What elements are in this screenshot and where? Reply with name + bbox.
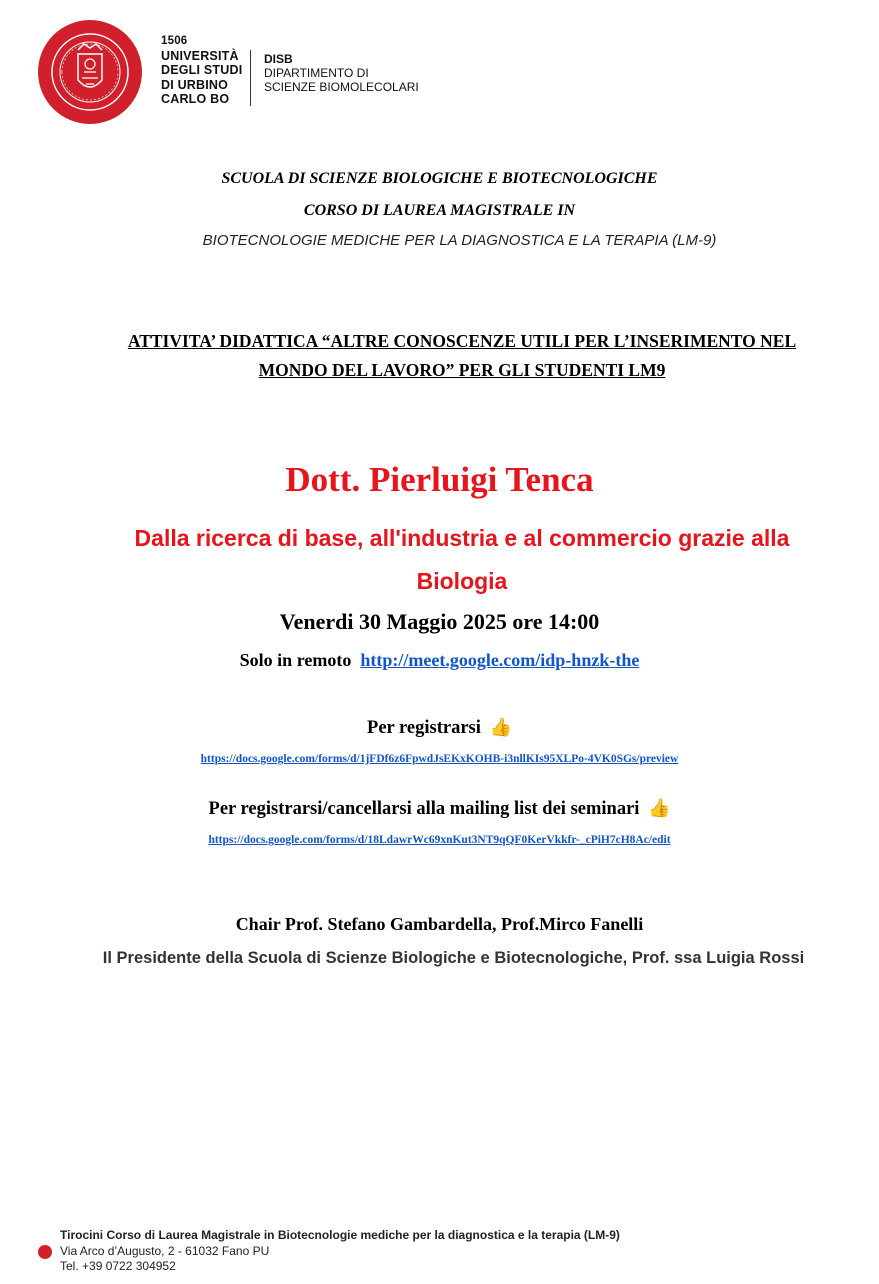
activity-line: MONDO DEL LAVORO” PER GLI STUDENTI LM9 <box>258 360 666 380</box>
header-divider <box>250 50 251 106</box>
registration-heading <box>0 717 879 739</box>
registration-link-row <box>0 753 879 765</box>
department-name <box>264 52 419 94</box>
university-line: UNIVERSITÀ <box>161 48 239 63</box>
footer-phone: Tel. +39 0722 304952 <box>60 1259 176 1273</box>
department-abbr: DISB <box>264 52 293 66</box>
university-line: CARLO BO <box>161 92 230 106</box>
course-title: CORSO DI LAUREA MAGISTRALE IN <box>303 202 576 219</box>
university-name <box>161 34 242 107</box>
talk-line: Dalla ricerca di base, all'industria e al commercio grazie alla <box>134 525 790 551</box>
university-line: DI URBINO <box>161 77 229 92</box>
activity-heading <box>40 327 879 385</box>
chair-line: Chair Prof. Stefano Gambardella, Prof.Mirco Fanelli <box>235 914 644 934</box>
mailing-list-form-link[interactable]: https://docs.google.com/forms/d/18LdawrWc69xnKut3NT9qQF0KerVkkfr-_cPiH7cH8Ac/edit <box>208 834 671 846</box>
remote-label: Solo in remoto <box>239 650 352 670</box>
meet-link[interactable]: http://meet.google.com/idp-hnzk-the <box>360 650 640 670</box>
registration-label: Per registrarsi <box>367 718 481 738</box>
mailing-list-heading <box>0 798 879 820</box>
footer <box>60 1228 620 1275</box>
thumbs-up-icon: 👍 <box>648 798 671 819</box>
footer-title: Tirocini Corso di Laurea Magistrale in Biotecnologie mediche per la diagnostica e la terapia (LM-9) <box>60 1228 620 1242</box>
speaker-name: Dott. Pierluigi Tenca <box>285 460 594 499</box>
degree-title: BIOTECNOLOGIE MEDICHE PER LA DIAGNOSTICA E LA TERAPIA (LM-9) <box>202 232 717 249</box>
president-line: Il Presidente della Scuola di Scienze Biologiche e Biotecnologiche, Prof. ssa Luigia Rossi <box>102 949 805 967</box>
footer-bullet-icon <box>38 1245 52 1259</box>
university-line: DEGLI STUDI <box>161 63 243 77</box>
department-line: DIPARTIMENTO DI <box>264 66 369 80</box>
thumbs-up-icon: 👍 <box>489 717 512 738</box>
university-seal-logo <box>38 20 142 124</box>
mailing-list-label: Per registrarsi/cancellarsi alla mailing list dei seminari <box>208 799 640 819</box>
department-line: SCIENZE BIOMOLECOLARI <box>264 80 419 94</box>
mailing-link-row <box>0 834 879 846</box>
talk-title <box>40 517 879 603</box>
registration-form-link[interactable]: https://docs.google.com/forms/d/1jFDf6z6FpwdJsEKxKOHB-i3nllKIs95XLPo-4VK0SGs/preview <box>200 753 679 765</box>
university-header <box>38 20 458 125</box>
activity-line: ATTIVITA’ DIDATTICA “ALTRE CONOSCENZE UTILI PER L’INSERIMENTO NEL <box>127 331 797 351</box>
founding-year: 1506 <box>161 35 188 47</box>
talk-line: Biologia <box>416 568 508 594</box>
school-title: SCUOLA DI SCIENZE BIOLOGICHE E BIOTECNOLOGICHE <box>221 170 658 187</box>
remote-info <box>0 650 879 671</box>
footer-address: Via Arco d’Augusto, 2 - 61032 Fano PU <box>60 1243 270 1258</box>
event-datetime: Venerdi 30 Maggio 2025 ore 14:00 <box>279 609 600 634</box>
